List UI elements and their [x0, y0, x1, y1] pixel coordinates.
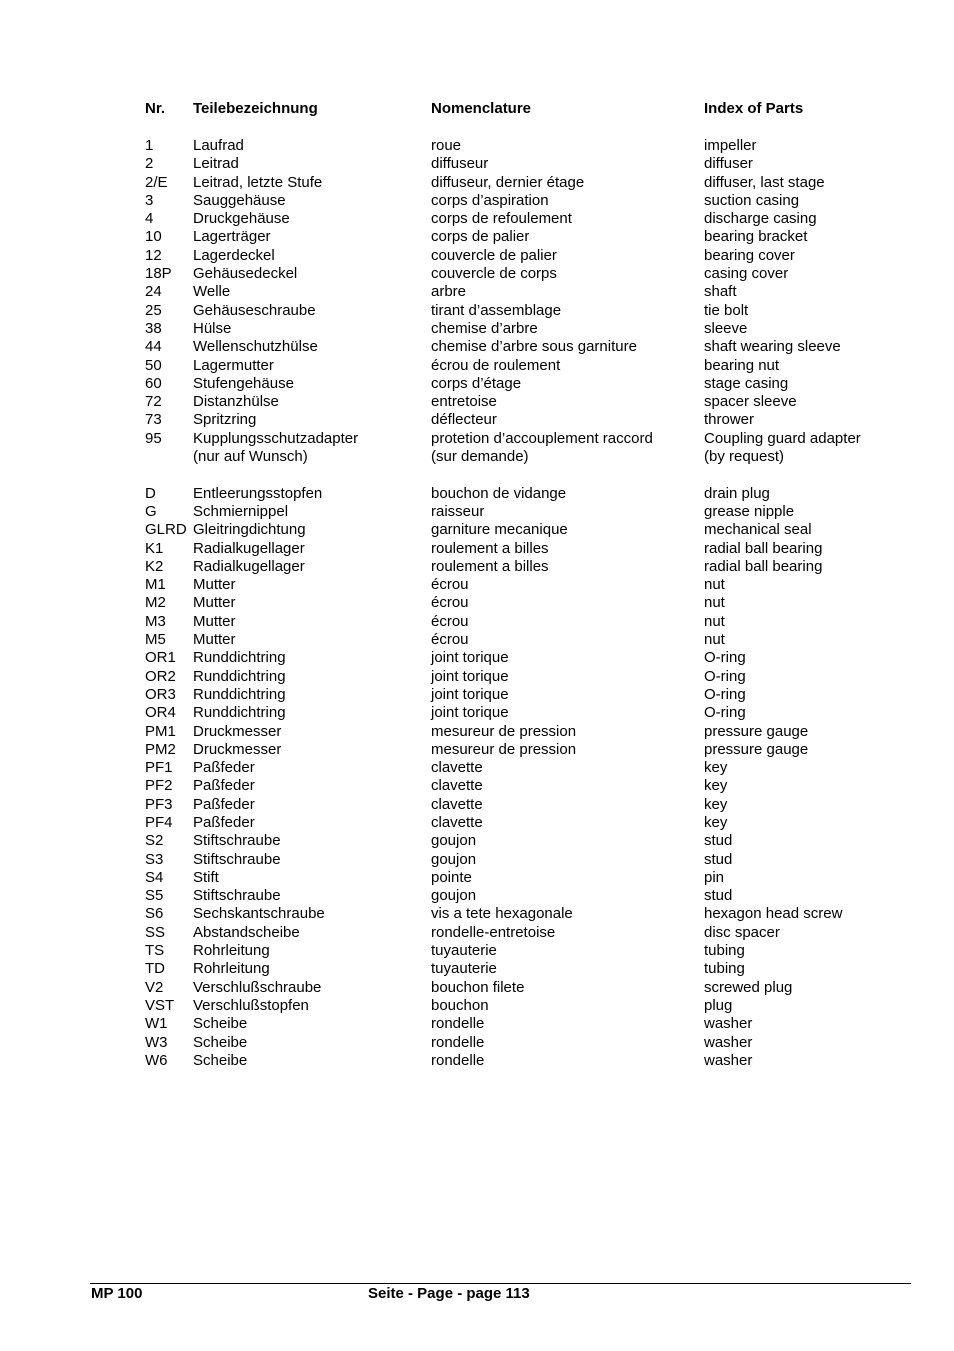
- part-name-german: Druckmesser: [193, 722, 282, 740]
- table-row: [0, 228, 954, 246]
- table-row: [0, 466, 954, 484]
- part-number: PM2: [145, 740, 176, 758]
- part-number: S4: [145, 868, 164, 886]
- part-number: 73: [145, 411, 162, 429]
- part-name-german: Wellenschutzhülse: [193, 338, 318, 356]
- part-name-german: Distanzhülse: [193, 393, 279, 411]
- table-row: [0, 723, 954, 741]
- part-name-german: Stiftschraube: [193, 832, 281, 850]
- part-name-german: Mutter: [193, 576, 236, 594]
- part-name-english: grease nipple: [704, 502, 795, 520]
- part-name-english: tubing: [704, 960, 745, 978]
- part-name-german: Stift: [193, 868, 219, 886]
- part-name-french: joint torique: [431, 667, 509, 685]
- table-row: [0, 613, 954, 631]
- part-name-german: Sauggehäuse: [193, 191, 286, 209]
- part-name-english: O-ring: [704, 649, 746, 667]
- part-name-english: drain plug: [704, 484, 770, 502]
- part-name-french: vis a tete hexagonale: [431, 905, 573, 923]
- table-row: [0, 375, 954, 393]
- table-row: [0, 393, 954, 411]
- part-number: W6: [145, 1051, 168, 1069]
- part-number: TD: [145, 960, 165, 978]
- table-row: [0, 649, 954, 667]
- part-number: W1: [145, 1015, 168, 1033]
- part-name-french: mesureur de pression: [431, 740, 577, 758]
- part-name-german: Runddichtring: [193, 704, 286, 722]
- part-number: 3: [145, 191, 154, 209]
- part-number: W3: [145, 1033, 168, 1051]
- part-number: S6: [145, 905, 164, 923]
- part-name-german: Mutter: [193, 612, 236, 630]
- part-name-french: chemise d’arbre sous garniture: [431, 338, 637, 356]
- part-name-german: Druckmesser: [193, 740, 282, 758]
- part-name-english: washer: [704, 1015, 753, 1033]
- part-number: PF2: [145, 777, 173, 795]
- part-number: PM1: [145, 722, 176, 740]
- part-name-french: protetion d’accouplement raccord: [431, 429, 653, 447]
- part-name-english: diffuser: [704, 155, 753, 173]
- table-row: [0, 960, 954, 978]
- part-name-english: shaft wearing sleeve: [704, 338, 841, 356]
- part-name-french: écrou: [431, 576, 469, 594]
- part-name-german: Mutter: [193, 594, 236, 612]
- part-number: 24: [145, 283, 162, 301]
- part-name-german: Leitrad, letzte Stufe: [193, 173, 323, 191]
- footer-page-number: Seite - Page - page 113: [368, 1285, 530, 1302]
- part-name-french: arbre: [431, 283, 467, 301]
- table-row: [0, 430, 954, 448]
- part-name-french: roulement a billes: [431, 557, 549, 575]
- part-number: M1: [145, 576, 166, 594]
- part-name-english: nut: [704, 631, 725, 649]
- part-name-german: Laufrad: [193, 137, 244, 154]
- table-row: [0, 540, 954, 558]
- part-number: K2: [145, 557, 164, 575]
- part-name-french: pointe: [431, 868, 472, 886]
- part-name-french: clavette: [431, 759, 483, 777]
- part-name-french: couvercle de palier: [431, 246, 557, 264]
- part-name-french: entretoise: [431, 393, 497, 411]
- part-number: OR4: [145, 704, 176, 722]
- part-name-english: nut: [704, 576, 725, 594]
- part-number: GLRD: [145, 521, 187, 539]
- part-name-german: (nur auf Wunsch): [193, 448, 308, 466]
- part-name-french: clavette: [431, 795, 483, 813]
- part-number: 2/E: [145, 173, 168, 191]
- table-row: [0, 485, 954, 503]
- part-name-french: goujon: [431, 832, 477, 850]
- part-number: 38: [145, 319, 162, 337]
- part-name-french: corps de refoulement: [431, 210, 572, 228]
- part-name-english: stud: [704, 887, 733, 905]
- part-number: 1: [145, 137, 154, 154]
- part-number: M2: [145, 594, 166, 612]
- part-name-french: bouchon filete: [431, 978, 525, 996]
- part-name-german: Stiftschraube: [193, 850, 281, 868]
- part-name-english: O-ring: [704, 685, 746, 703]
- part-name-english: suction casing: [704, 191, 800, 209]
- table-row: [0, 942, 954, 960]
- part-name-french: roue: [431, 137, 462, 154]
- table-row: [0, 631, 954, 649]
- part-name-french: rondelle: [431, 1051, 485, 1069]
- part-name-english: nut: [704, 594, 725, 612]
- table-row: [0, 247, 954, 265]
- part-number: V2: [145, 978, 164, 996]
- part-name-german: Runddichtring: [193, 649, 286, 667]
- part-name-french: corps de palier: [431, 228, 530, 246]
- table-row: [0, 905, 954, 923]
- part-number: OR1: [145, 649, 176, 667]
- part-name-french: joint torique: [431, 685, 509, 703]
- part-number: D: [145, 484, 156, 502]
- table-row: [0, 521, 954, 539]
- part-name-german: Lagermutter: [193, 356, 274, 374]
- table-row: [0, 704, 954, 722]
- part-name-german: Runddichtring: [193, 667, 286, 685]
- part-name-english: (by request): [704, 448, 785, 466]
- part-name-english: key: [704, 759, 728, 777]
- part-number: S3: [145, 850, 164, 868]
- table-row: [0, 357, 954, 375]
- table-header: [0, 100, 954, 120]
- part-name-english: tie bolt: [704, 301, 749, 319]
- part-name-english: tubing: [704, 942, 745, 960]
- table-row: [0, 832, 954, 850]
- part-name-english: pin: [704, 868, 725, 886]
- part-name-english: key: [704, 795, 728, 813]
- part-name-english: bearing nut: [704, 356, 780, 374]
- part-number: 18P: [145, 265, 172, 283]
- table-row: [0, 814, 954, 832]
- part-name-german: Welle: [193, 283, 231, 301]
- part-name-german: Lagerdeckel: [193, 246, 275, 264]
- part-name-english: O-ring: [704, 667, 746, 685]
- table-row: [0, 558, 954, 576]
- table-row: [0, 320, 954, 338]
- part-number: 4: [145, 210, 154, 228]
- part-name-german: Hülse: [193, 319, 232, 337]
- table-row: [0, 594, 954, 612]
- part-name-french: bouchon de vidange: [431, 484, 567, 502]
- part-name-english: casing cover: [704, 265, 789, 283]
- part-number: OR3: [145, 685, 176, 703]
- part-name-english: radial ball bearing: [704, 557, 823, 575]
- table-row: [0, 448, 954, 466]
- table-row: [0, 924, 954, 942]
- part-number: K1: [145, 539, 164, 557]
- part-name-german: Sechskantschraube: [193, 905, 325, 923]
- part-name-german: Mutter: [193, 631, 236, 649]
- part-name-english: disc spacer: [704, 923, 780, 941]
- table-row: [0, 302, 954, 320]
- part-name-german: Runddichtring: [193, 685, 286, 703]
- header-english: Index of Parts: [704, 100, 804, 117]
- part-name-german: Abstandscheibe: [193, 923, 300, 941]
- table-row: [0, 265, 954, 283]
- part-number: 50: [145, 356, 162, 374]
- part-number: 72: [145, 393, 162, 411]
- part-name-english: nut: [704, 612, 725, 630]
- part-name-english: pressure gauge: [704, 722, 809, 740]
- part-name-german: Paßfeder: [193, 795, 255, 813]
- part-name-french: joint torique: [431, 704, 509, 722]
- header-german: Teilebezeichnung: [193, 100, 318, 117]
- part-name-english: spacer sleeve: [704, 393, 797, 411]
- part-name-german: Gehäuseschraube: [193, 301, 316, 319]
- part-number: 25: [145, 301, 162, 319]
- part-name-french: goujon: [431, 850, 477, 868]
- part-name-french: diffuseur, dernier étage: [431, 173, 585, 191]
- part-name-english: radial ball bearing: [704, 539, 823, 557]
- part-name-french: tuyauterie: [431, 942, 497, 960]
- part-name-english: stud: [704, 832, 733, 850]
- part-name-german: Stiftschraube: [193, 887, 281, 905]
- footer-model: MP 100: [91, 1285, 143, 1302]
- part-name-french: écrou de roulement: [431, 356, 561, 374]
- part-name-english: key: [704, 813, 728, 831]
- table-row: [0, 155, 954, 173]
- part-name-german: Paßfeder: [193, 759, 255, 777]
- part-number: TS: [145, 942, 165, 960]
- part-name-german: Lagerträger: [193, 228, 271, 246]
- part-number: PF4: [145, 813, 173, 831]
- part-name-french: bouchon: [431, 996, 489, 1014]
- part-name-english: mechanical seal: [704, 521, 812, 539]
- table-row: [0, 796, 954, 814]
- part-name-german: Schmiernippel: [193, 502, 289, 520]
- part-number: 60: [145, 374, 162, 392]
- table-row: [0, 192, 954, 210]
- part-name-german: Paßfeder: [193, 813, 255, 831]
- part-name-french: joint torique: [431, 649, 509, 667]
- part-name-english: screwed plug: [704, 978, 793, 996]
- part-number: 95: [145, 429, 162, 447]
- table-row: [0, 759, 954, 777]
- part-name-french: chemise d’arbre: [431, 319, 538, 337]
- part-name-german: Spritzring: [193, 411, 257, 429]
- table-row: [0, 576, 954, 594]
- part-name-german: Gehäusedeckel: [193, 265, 298, 283]
- part-name-german: Stufengehäuse: [193, 374, 294, 392]
- part-name-english: Coupling guard adapter: [704, 429, 861, 447]
- part-name-english: discharge casing: [704, 210, 817, 228]
- part-name-english: shaft: [704, 283, 737, 301]
- table-row: [0, 137, 954, 155]
- part-name-french: diffuseur: [431, 155, 489, 173]
- table-row: [0, 174, 954, 192]
- part-name-english: washer: [704, 1051, 753, 1069]
- part-name-english: hexagon head screw: [704, 905, 843, 923]
- table-row: [0, 503, 954, 521]
- header-french: Nomenclature: [431, 100, 532, 117]
- part-name-german: Verschlußstopfen: [193, 996, 309, 1014]
- part-name-french: corps d’aspiration: [431, 191, 549, 209]
- parts-list: [0, 137, 954, 1070]
- table-row: [0, 210, 954, 228]
- part-number: 2: [145, 155, 154, 173]
- part-name-french: corps d’étage: [431, 374, 522, 392]
- part-name-english: washer: [704, 1033, 753, 1051]
- part-number: PF3: [145, 795, 173, 813]
- part-number: S5: [145, 887, 164, 905]
- table-row: [0, 887, 954, 905]
- part-name-german: Radialkugellager: [193, 557, 305, 575]
- part-name-english: stage casing: [704, 374, 789, 392]
- part-name-english: diffuser, last stage: [704, 173, 825, 191]
- table-row: [0, 979, 954, 997]
- part-name-german: Kupplungsschutzadapter: [193, 429, 359, 447]
- part-name-french: garniture mecanique: [431, 521, 568, 539]
- part-number: G: [145, 502, 157, 520]
- part-number: VST: [145, 996, 175, 1014]
- part-number: M3: [145, 612, 166, 630]
- part-name-german: Rohrleitung: [193, 960, 270, 978]
- table-row: [0, 668, 954, 686]
- table-row: [0, 777, 954, 795]
- part-name-english: stud: [704, 850, 733, 868]
- part-name-english: sleeve: [704, 319, 748, 337]
- part-name-german: Druckgehäuse: [193, 210, 290, 228]
- part-name-french: (sur demande): [431, 448, 529, 466]
- part-name-french: tirant d’assemblage: [431, 301, 562, 319]
- part-number: 12: [145, 246, 162, 264]
- part-number: PF1: [145, 759, 173, 777]
- part-number: M5: [145, 631, 166, 649]
- part-name-french: raisseur: [431, 502, 485, 520]
- part-name-german: Verschlußschraube: [193, 978, 322, 996]
- part-name-french: clavette: [431, 777, 483, 795]
- part-name-german: Scheibe: [193, 1015, 248, 1033]
- part-name-german: Entleerungsstopfen: [193, 484, 323, 502]
- part-name-german: Gleitringdichtung: [193, 521, 306, 539]
- table-row: [0, 686, 954, 704]
- part-name-german: Radialkugellager: [193, 539, 305, 557]
- table-row: [0, 338, 954, 356]
- part-name-english: pressure gauge: [704, 740, 809, 758]
- part-number: 44: [145, 338, 162, 356]
- part-name-french: rondelle-entretoise: [431, 923, 556, 941]
- table-row: [0, 411, 954, 429]
- footer-divider: [90, 1283, 911, 1284]
- part-number: OR2: [145, 667, 176, 685]
- part-name-german: Paßfeder: [193, 777, 255, 795]
- part-name-english: thrower: [704, 411, 755, 429]
- part-name-german: Scheibe: [193, 1033, 248, 1051]
- part-number: SS: [145, 923, 166, 941]
- part-name-french: couvercle de corps: [431, 265, 557, 283]
- part-name-french: rondelle: [431, 1033, 485, 1051]
- part-name-french: roulement a billes: [431, 539, 549, 557]
- part-number: S2: [145, 832, 164, 850]
- part-name-french: déflecteur: [431, 411, 497, 429]
- part-name-french: rondelle: [431, 1015, 485, 1033]
- part-name-english: O-ring: [704, 704, 746, 722]
- part-name-english: plug: [704, 996, 733, 1014]
- part-name-english: impeller: [704, 137, 757, 154]
- part-name-french: écrou: [431, 612, 469, 630]
- part-name-french: goujon: [431, 887, 477, 905]
- table-row: [0, 869, 954, 887]
- part-name-english: bearing cover: [704, 246, 795, 264]
- part-name-english: key: [704, 777, 728, 795]
- part-name-german: Leitrad: [193, 155, 239, 173]
- part-name-french: tuyauterie: [431, 960, 497, 978]
- part-number: 10: [145, 228, 162, 246]
- table-row: [0, 741, 954, 759]
- part-name-french: mesureur de pression: [431, 722, 577, 740]
- table-row: [0, 283, 954, 301]
- part-name-english: bearing bracket: [704, 228, 808, 246]
- table-row: [0, 851, 954, 869]
- part-name-french: clavette: [431, 813, 483, 831]
- part-name-french: écrou: [431, 594, 469, 612]
- header-nr: Nr.: [145, 100, 166, 117]
- table-row: [0, 1052, 954, 1070]
- part-name-german: Rohrleitung: [193, 942, 270, 960]
- part-name-french: écrou: [431, 631, 469, 649]
- table-row: [0, 1034, 954, 1052]
- table-row: [0, 1015, 954, 1033]
- part-name-german: Scheibe: [193, 1051, 248, 1069]
- table-row: [0, 997, 954, 1015]
